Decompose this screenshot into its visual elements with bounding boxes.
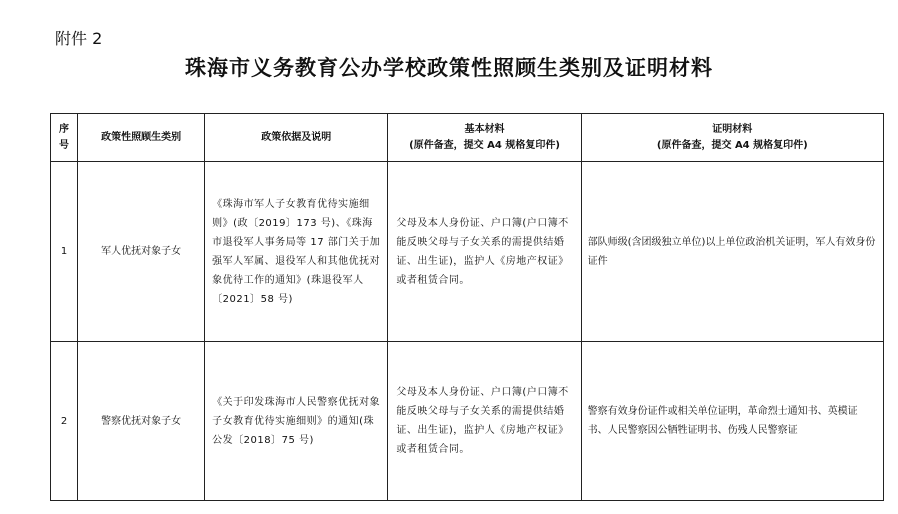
table-row: [51, 162, 884, 342]
header-number: [51, 114, 78, 162]
header-number-line2: 号: [59, 139, 70, 151]
row-number: 2: [51, 342, 78, 501]
row-basis: 《关于印发珠海市人民警察优抚对象子女教育优待实施细则》的通知(珠公发〔2018〕75 号): [205, 342, 388, 501]
row-number: 1: [51, 162, 78, 342]
header-basis: 政策依据及说明: [205, 114, 388, 162]
policy-table: [50, 113, 884, 501]
table-header-row: [51, 114, 884, 162]
row-category: 警察优抚对象子女: [78, 342, 205, 501]
header-basic-title: 基本材料: [464, 123, 505, 135]
header-basic-note: (原件备查，提交 A4 规格复印件): [409, 139, 560, 151]
row-basic-materials: 父母及本人身份证、户口簿(户口簿不能反映父母与子女关系的需提供结婚证、出生证)，监护人《房地产权证》或者租赁合同。: [388, 162, 581, 342]
row-category: 军人优抚对象子女: [78, 162, 205, 342]
header-basic-materials: [388, 114, 581, 162]
row-proof-materials: 警察有效身份证件或相关单位证明，革命烈士通知书、英模证书、人民警察因公牺牲证明书、伤残人民警察证: [581, 342, 883, 501]
table-row: [51, 342, 884, 501]
row-proof-materials: 部队师级(含团级独立单位)以上单位政治机关证明，军人有效身份证件: [581, 162, 883, 342]
attachment-label: 附件 2: [55, 29, 103, 48]
row-basic-materials: 父母及本人身份证、户口簿(户口簿不能反映父母与子女关系的需提供结婚证、出生证)，监护人《房地产权证》或者租赁合同。: [388, 342, 581, 501]
header-proof-materials: [581, 114, 883, 162]
document-title: 珠海市义务教育公办学校政策性照顾生类别及证明材料: [185, 56, 713, 80]
header-number-line1: 序: [59, 123, 70, 135]
header-category: 政策性照顾生类别: [78, 114, 205, 162]
header-proof-note: (原件备查，提交 A4 规格复印件): [656, 139, 808, 151]
row-basis: 《珠海市军人子女教育优待实施细则》(政〔2019〕173 号)、《珠海市退役军人事务局等 17 部门关于加强军人军属、退役军人和其他优抚对象优待工作的通知》(珠退役军人〔2021〕58 号): [205, 162, 388, 342]
header-proof-title: 证明材料: [712, 123, 753, 135]
